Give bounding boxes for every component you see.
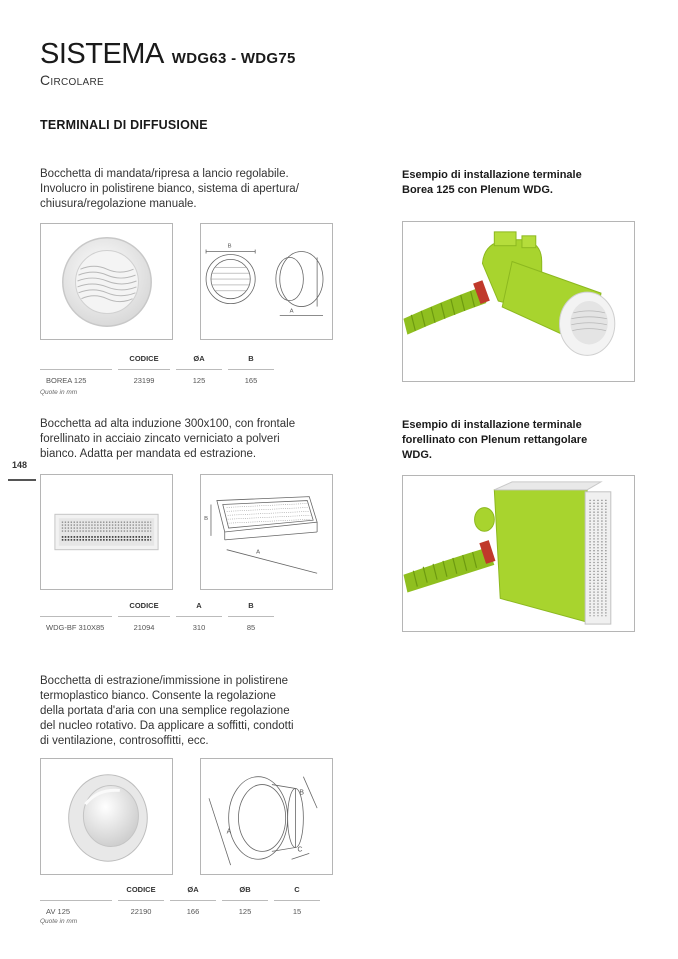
units-note: Quote in mm [40,918,78,925]
dim-c-label: C [297,846,303,854]
page-subtitle: Circolare [40,72,104,88]
example-2-photo [402,475,635,632]
section-heading: TERMINALI DI DIFFUSIONE [40,118,208,132]
table-row: AV 125 22190 166 125 15 [40,901,320,917]
av-125-photo [40,758,173,875]
example-2-caption: Esempio di installazione terminale forellinato con Plenum rettangolare WDG. [402,419,588,461]
dim-a-label: A [289,308,294,315]
example-1-caption: Esempio di installazione terminale Borea 125 con Plenum WDG. [402,169,582,196]
table-row: BOREA 125 23199 125 165 [40,370,274,386]
product-2-specs: CODICE A B WDG-BF 310X85 21094 310 85 [40,601,274,632]
units-note: Quote in mm [40,389,78,396]
page-number: 148 [12,460,28,470]
title-models: WDG63 - WDG75 [171,50,296,67]
dim-a-label: A [256,549,261,556]
dim-a-label: A [226,828,232,836]
product-2-description: Bocchetta ad alta induzione 300x100, con frontale forellinato in acciaio zincato verniciato a polveri bianco. Adatta per mandata ed estrazione. [40,418,296,460]
av-125-drawing [200,758,333,875]
dim-b-label: B [299,789,305,797]
page-marker [8,479,36,481]
dim-b-label: B [204,516,209,523]
product-1-specs: CODICE ØA B BOREA 125 23199 125 165 [40,354,274,385]
product-3-specs: CODICE ØA ØB C AV 125 22190 166 125 15 [40,885,320,916]
borea-125-photo [40,223,173,340]
dim-b-label: B [227,243,232,250]
wdg-bf-drawing [200,474,333,590]
title-system: SISTEMA [40,38,163,70]
example-1-photo [402,221,635,382]
table-row: WDG-BF 310X85 21094 310 85 [40,617,274,633]
product-3-description: Bocchetta di estrazione/immissione in polistirene termoplastico bianco. Consente la regolazione della portata d'aria con una semplice regolazione del nucleo rotativo. Da applicare a soffitti, condotti di ventilazione, controsoffitti, ecc. [40,675,294,747]
page-title [40,38,296,71]
product-1-description: Bocchetta di mandata/ripresa a lancio regolabile. Involucro in polistirene bianco, sistema di apertura/ chiusura/regolazione manuale. [40,168,299,210]
borea-125-drawing [200,223,333,340]
wdg-bf-photo [40,474,173,590]
